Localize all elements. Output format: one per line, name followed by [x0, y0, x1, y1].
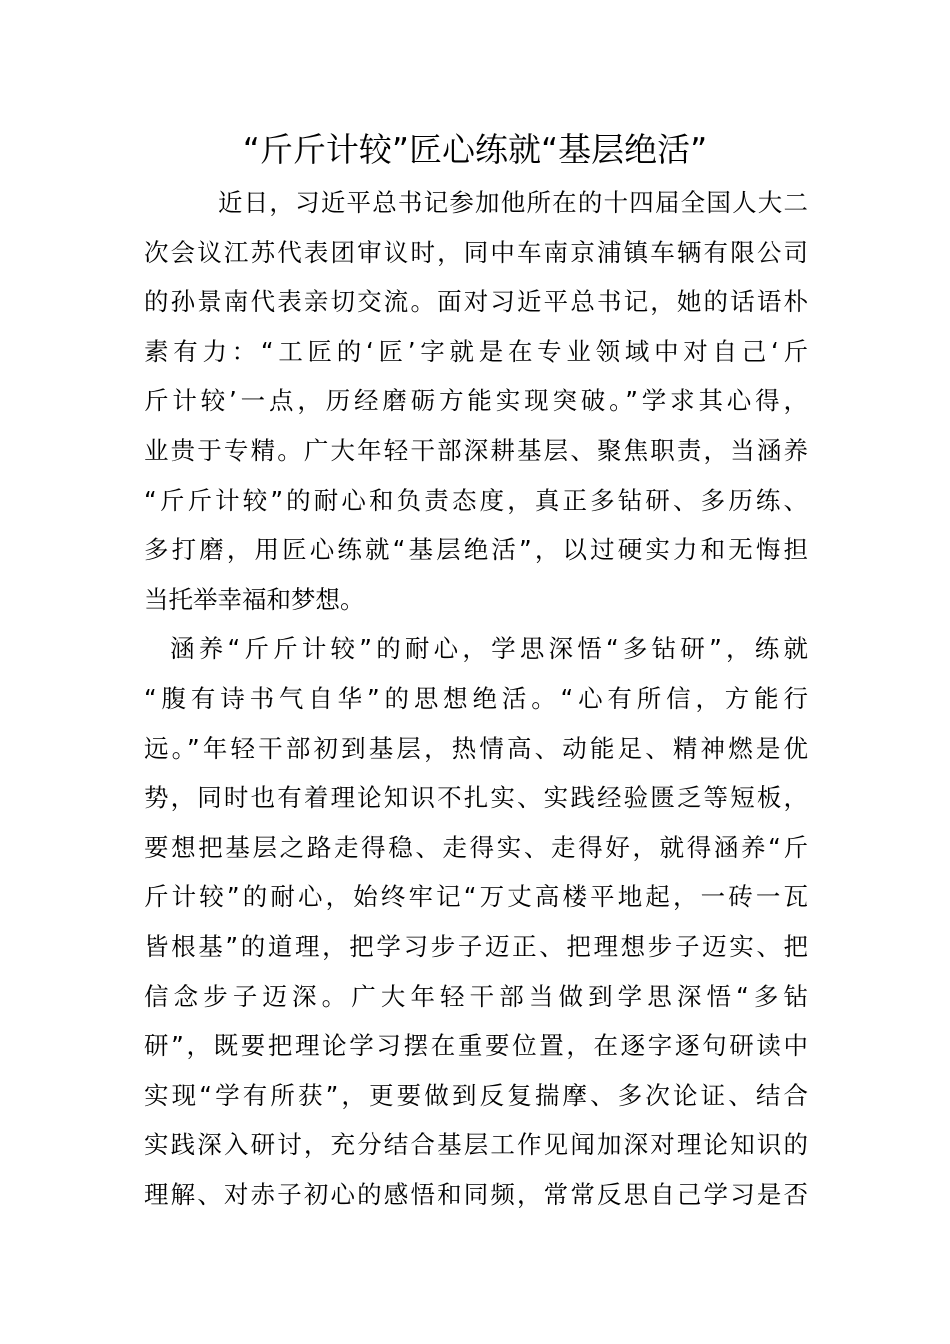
paragraph-line: “腹有诗书气自华”的思想绝活。“心有所信，方能行 [144, 683, 808, 713]
paragraph-line: 近日，习近平总书记参加他所在的十四届全国人大二 [218, 188, 808, 217]
article-body [144, 178, 808, 1219]
paragraph-line: 研”，既要把理论学习摆在重要位置，在逐字逐句研读中 [144, 1031, 808, 1061]
paragraph-line: 当托举幸福和梦想。 [144, 584, 365, 614]
paragraph-line: 的孙景南代表亲切交流。面对习近平总书记，她的话语朴 [144, 287, 808, 317]
paragraph-2 [144, 624, 808, 1219]
paragraph-line: 素有力：“工匠的‘匠’字就是在专业领域中对自己‘斤 [144, 336, 808, 366]
paragraph-line: 要想把基层之路走得稳、走得实、走得好，就得涵养“斤 [144, 832, 808, 862]
paragraph-line: 实现“学有所获”，更要做到反复揣摩、多次论证、结合 [144, 1080, 808, 1110]
paragraph-line: 斤计较”的耐心，始终牢记“万丈高楼平地起，一砖一瓦 [144, 882, 808, 912]
paragraph-1 [144, 178, 808, 624]
paragraph-line: 涵养“斤斤计较”的耐心，学思深悟“多钻研”，练就 [170, 634, 808, 664]
paragraph-line: 多打磨，用匠心练就“基层绝活”，以过硬实力和无悔担 [144, 535, 808, 565]
paragraph-line: 理解、对赤子初心的感悟和同频，常常反思自己学习是否 [144, 1179, 808, 1209]
paragraph-line: 业贵于专精。广大年轻干部深耕基层、聚焦职责，当涵养 [144, 435, 808, 465]
paragraph-line: 实践深入研讨，充分结合基层工作见闻加深对理论知识的 [144, 1130, 808, 1160]
paragraph-line: “斤斤计较”的耐心和负责态度，真正多钻研、多历练、 [144, 485, 808, 515]
paragraph-line: 远。”年轻干部初到基层，热情高、动能足、精神燃是优 [144, 733, 808, 763]
paragraph-line: 斤计较’一点，历经磨砺方能实现突破。”学求其心得， [144, 386, 808, 416]
paragraph-line: 势，同时也有着理论知识不扎实、实践经验匮乏等短板， [144, 783, 808, 813]
paragraph-line: 次会议江苏代表团审议时，同中车南京浦镇车辆有限公司 [144, 237, 808, 267]
paragraph-line: 皆根基”的道理，把学习步子迈正、把理想步子迈实、把 [144, 931, 808, 961]
paragraph-line: 信念步子迈深。广大年轻干部当做到学思深悟“多钻 [144, 981, 808, 1011]
article-title: “斤斤计较”匠心练就“基层绝活” [242, 130, 708, 169]
